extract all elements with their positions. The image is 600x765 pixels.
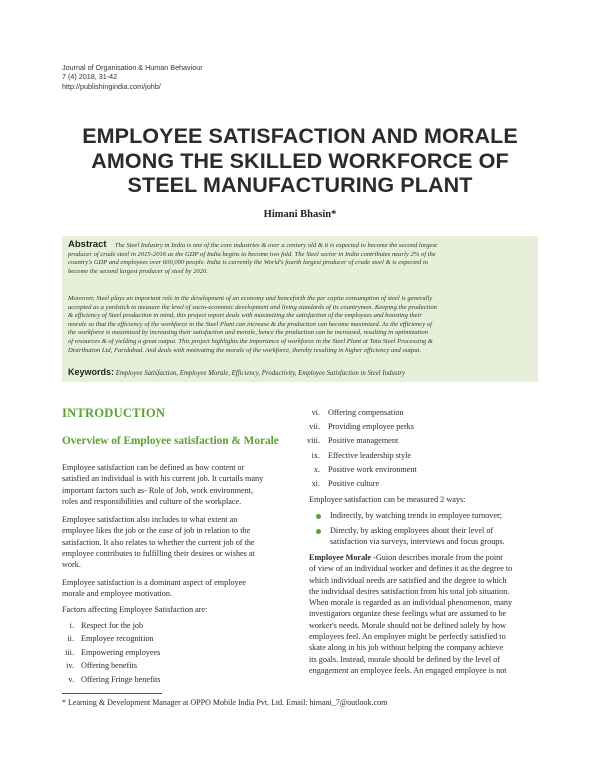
list-item: xi. Positive culture [311, 479, 380, 488]
list-item: vii. Providing employee perks [309, 422, 414, 431]
morale-label: Employee Morale [309, 553, 372, 562]
title-line-1: EMPLOYEE SATISFACTION AND MORALE [82, 124, 518, 148]
abstract-line: country's GDP and employees over 600,000 people. India is currently the World's fourth largest producer of crude steel & is expected to [68, 259, 429, 267]
list-item: x. Positive work environment [313, 465, 417, 474]
text-line: worker's needs. Morale should not be defined solely by how [309, 620, 507, 630]
text-line: the individual desires satisfaction from his total job situation. [309, 586, 510, 596]
journal-url[interactable]: http://publishingindia.com/johb/ [62, 81, 161, 91]
keywords-list: Employee Satisfaction, Employee Morale, Efficiency, Productivity, Employee Satisfaction in Steel Industry [115, 370, 406, 377]
abstract-line: the workforce is maximized by increasing their satisfaction and morale, hence the production can be increased, resulting in optimization [68, 329, 428, 337]
list-item: viii. Positive management [307, 436, 399, 445]
list-item: vi. Offering compensation [311, 408, 404, 417]
text-line: its goals. Instead, morale should be defined by the level of [309, 654, 500, 664]
text-line: roles and responsibilities and culture of the workplace. [62, 496, 242, 506]
abstract-line: of resources & of yielding a great output. This project highlights the importance of workforce in the Steel Plant at Tata Steel Processing & [68, 337, 433, 345]
text-line: of view of an individual worker and defines it as the degree to [309, 564, 513, 574]
morale-paragraph: Employee Morale -Guion describes morale from the point of view of an individual worker and defines it as the degree to which individual needs are satisfied and the degree to which the individual desires satisfaction from his total job situation. When morale is regarded as an individual phenomenon, many investigators organize these feelings what are assumed to be worker's needs. Morale should not be defined solely by how employees feel. An employee might be perfectly satisfied to skate along in his job without helping the company achieve its goals. Instead, morale should be defined by the level of engagement an employee feels. An engaged employee is not [309, 552, 541, 676]
abstract-line: & efficiency of Steel production in mind, this project report deals with maximizing the satisfaction of the employees and boosting their [68, 312, 422, 320]
abstract-line: Distribution Ltd, Faridabad. And deals with motivating the morale of the workforce, thereby resulting in higher efficiency and output. [68, 346, 421, 354]
list-item: v. Offering Fringe benefits [68, 675, 161, 684]
footnote-rule [62, 693, 162, 694]
text-line: skate along in his job without helping the company achieve [309, 643, 504, 653]
text-line: Employee satisfaction can be defined as how content or [62, 463, 245, 472]
text-line: morale and employee motivation. [62, 589, 173, 599]
bullet-item: Indirectly, by watching trends in employee turnover; [330, 511, 503, 520]
author: Himani Bhasin* [263, 209, 337, 220]
intro-paragraph-2 [62, 514, 293, 570]
text-line: important factors such as- Role of Job, work environment, [62, 485, 253, 495]
journal-issue: 7 (4) 2018, 31-42 [62, 72, 118, 82]
abstract-line: become the second largest producer of steel by 2020. [68, 267, 208, 275]
text-line: When morale is regarded as an individual phenomenon, many [309, 598, 513, 608]
footnote: * Learning & Development Manager at OPPO Mobile India Pvt. Ltd. Email: himani_7@outlook.com [62, 698, 388, 707]
text-line: satisfied an individual is with his current job. It curtails many [62, 474, 264, 484]
paper-title [40, 124, 560, 198]
section-heading-introduction: INTRODUCTION [62, 406, 166, 420]
keywords [68, 367, 530, 377]
list-item: i. Respect for the job [69, 621, 144, 630]
factors-intro: Factors affecting Employee Satisfaction are: [62, 605, 208, 614]
title-line-3: STEEL MANUFACTURING PLANT [127, 173, 473, 197]
list-item: ii. Employee recognition [67, 634, 154, 643]
keywords-label: Keywords: [68, 367, 115, 377]
list-item: iv. Offering benefits [66, 661, 138, 670]
text-line: employee contributes to fulfilling their desires or wishes at [62, 548, 255, 558]
journal-header [62, 63, 203, 91]
list-item: iii. Empowering employees [65, 648, 161, 657]
measured-intro: Employee satisfaction can be measured 2 ways: [309, 495, 466, 504]
text-line: Employee satisfaction is a dominant aspect of employee [62, 578, 246, 587]
text-line: employees feel. An employee might be perfectly satisfied to [309, 632, 506, 642]
abstract-line: morale so that the efficiency of the workforce in the Steel Plant can increase & the production can become maximized. As the efficiency of [68, 320, 432, 328]
intro-paragraph-3 [62, 577, 293, 600]
abstract-line: The Steel Industry in India is one of the core industries & over a century old & it is expected to become the second largest [114, 242, 437, 249]
subsection-heading-overview: Overview of Employee satisfaction & Morale [62, 435, 279, 447]
list-item: ix. Effective leadership style [311, 451, 412, 460]
bullet-icon [316, 529, 321, 534]
text-line: satisfaction. It also relates to whether the current job of the [62, 537, 255, 547]
text-line: which individual needs are satisfied and the degree to which [309, 575, 507, 585]
title-line-2: AMONG THE SKILLED WORKFORCE OF [91, 148, 509, 173]
abstract-line: producer of crude steel in 2015-2016 as the GDP of India begins to become two fold. The Steel sector in India contributes nearly 2% of the [68, 250, 436, 258]
abstract-heading: Abstract [68, 239, 107, 250]
text-line: Employee satisfaction also includes to what extent an [62, 515, 238, 524]
abstract-paragraph-2 [68, 295, 530, 355]
text-line: investigators organize these feelings what are assumed to be [309, 609, 507, 619]
intro-paragraph-1 [62, 462, 293, 507]
abstract-line: accepted as a yardstick to measure the level of socio-economic development and living standards of its countrymen. Keeping the production [68, 303, 437, 311]
text-line: work. [62, 560, 81, 570]
bullet-item: Directly, by asking employees about their level of satisfaction via surveys, interviews and focus groups. [330, 526, 505, 546]
journal-name: Journal of Organisation & Human Behaviour [62, 63, 203, 72]
abstract-paragraph-1 [68, 241, 530, 276]
text-line: employee likes the job or the ease of job in relation to the [62, 526, 251, 536]
text-line: engagement an employee feels. An engaged employee is not [309, 665, 507, 675]
bullet-icon [316, 514, 321, 519]
abstract-line: Moreover, Steel plays an important role in the development of an economy and henceforth the per capita consumption of steel is generally [68, 295, 433, 302]
